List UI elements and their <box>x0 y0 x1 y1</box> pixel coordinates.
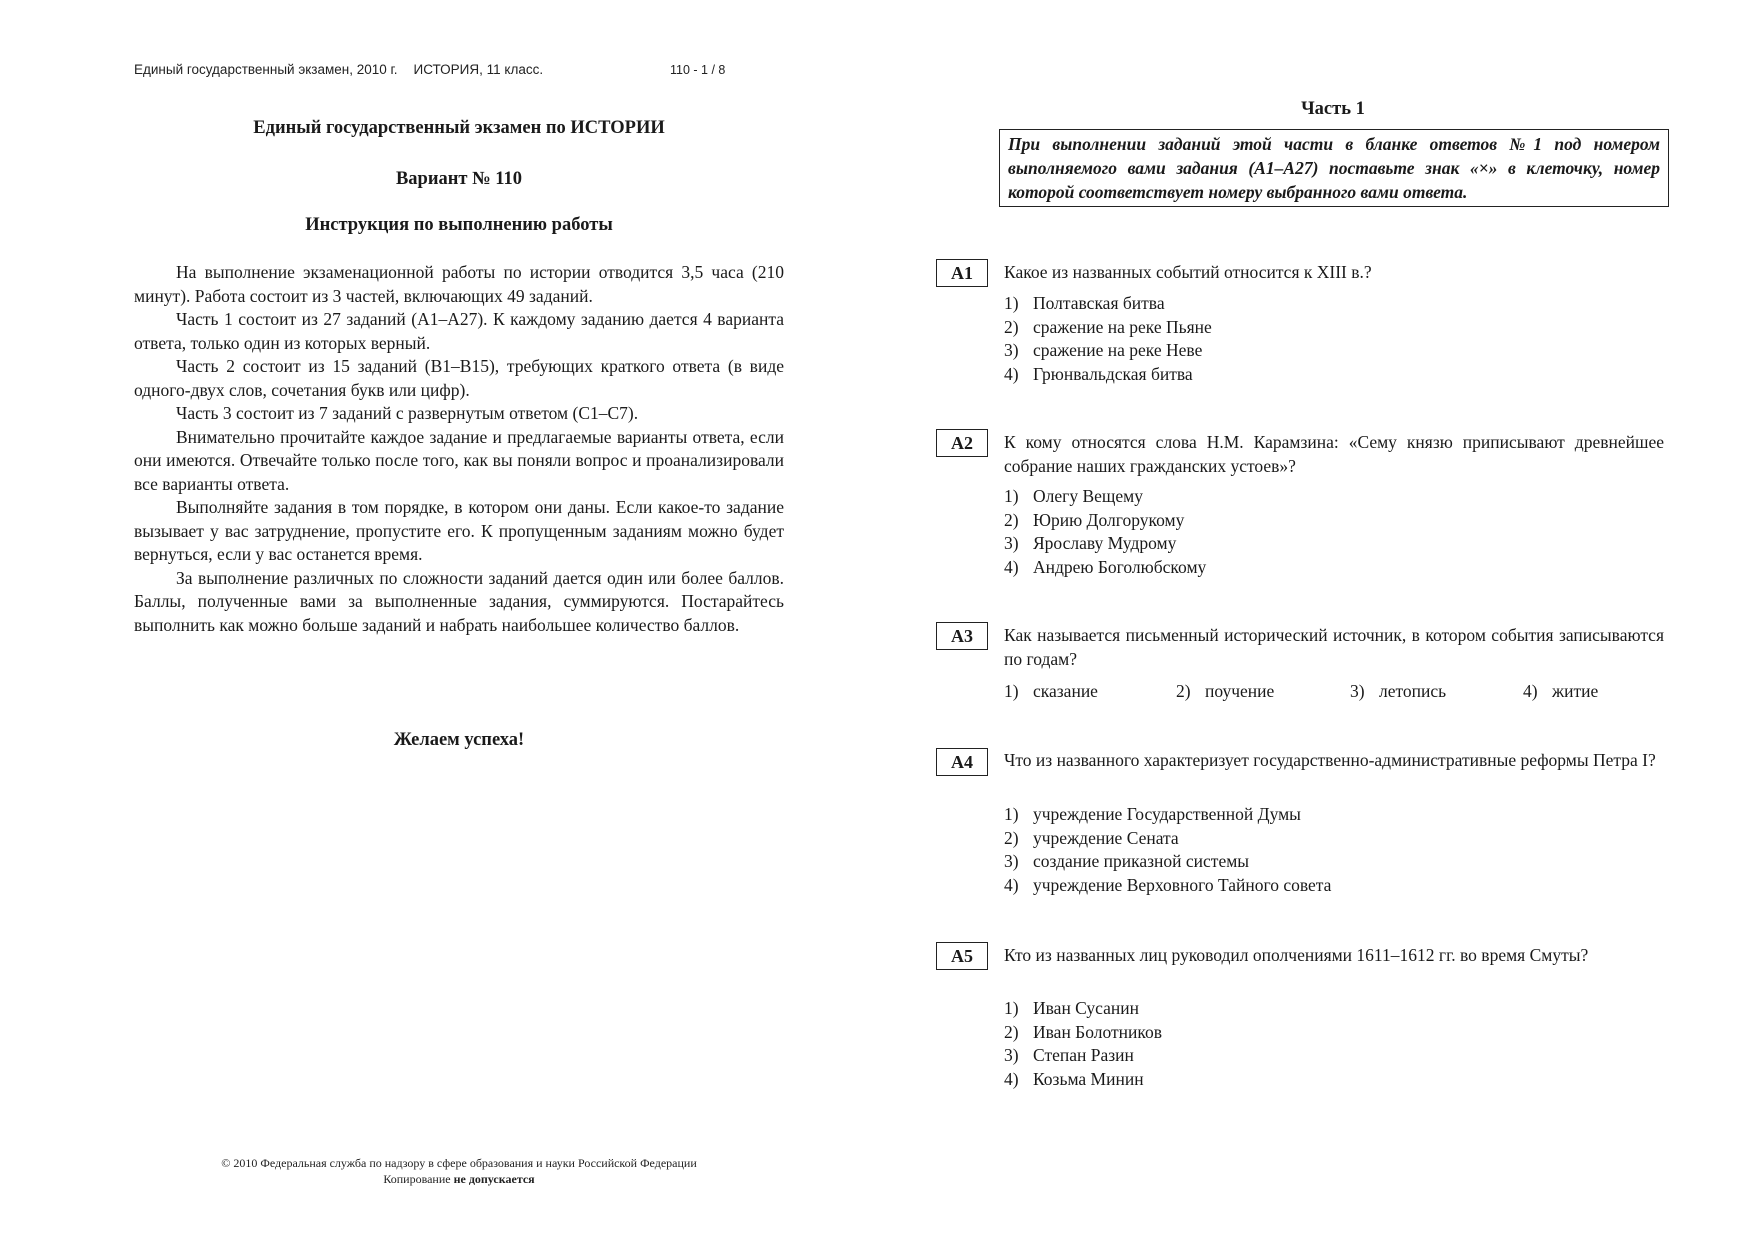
instruction-paragraph: За выполнение различных по сложности заданий дается один или более баллов. Баллы, полученные вами за выполненные задания, суммируются. Постарайтесь выполнить как можно больше заданий и набрать наибольшее количество баллов. <box>134 567 784 635</box>
task-label-a5: А5 <box>936 942 988 970</box>
task-label-a1: А1 <box>936 259 988 287</box>
instruction-title: Инструкция по выполнению работы <box>305 215 613 235</box>
copy-notice <box>134 1171 784 1187</box>
option: 3) летопись <box>1350 681 1447 701</box>
option: 4) Козьма Минин <box>1004 1068 1144 1089</box>
option: 3) Степан Разин <box>1004 1045 1134 1065</box>
task-label-a3: А3 <box>936 622 988 650</box>
option: 4) учреждение Верховного Тайного совета <box>1004 874 1332 895</box>
part-instruction-box: При выполнении заданий этой части в бланке ответов №1 под номером выполняемого вами задания (А1–А27) поставьте знак «×» в клеточку, номер которой соответствует номеру выбранного вами ответа. <box>999 129 1669 207</box>
instruction-text <box>134 261 784 637</box>
option: 3) создание приказной системы <box>1004 851 1250 871</box>
option: 1) Полтавская битва <box>1004 293 1165 313</box>
wish-text: Желаем успеха! <box>393 730 525 750</box>
option: 4) житие <box>1523 681 1599 701</box>
instruction-paragraph: Внимательно прочитайте каждое задание и предлагаемые варианты ответа, если они имеются. Отвечайте только после того, как вы поняли вопрос и проанализировали все варианты ответа. <box>134 426 784 494</box>
task-question-a1: Какое из названных событий относится к XIII в.? <box>1004 262 1372 282</box>
exam-name: Единый государственный экзамен, 2010 г. <box>134 62 398 77</box>
copyright-line: © 2010 Федеральная служба по надзору в сфере образования и науки Российской Федерации <box>221 1156 697 1170</box>
option: 4) Андрею Боголюбскому <box>1004 556 1207 577</box>
option: 1) учреждение Государственной Думы <box>1004 804 1301 824</box>
instruction-paragraph: Часть 2 состоит из 15 заданий (В1–В15), требующих краткого ответа (в виде одного-двух слов, сочетания букв или цифр). <box>134 356 784 400</box>
option: 2) учреждение Сената <box>1004 827 1179 848</box>
task-question-a2: К кому относятся слова Н.М. Карамзина: «Сему князю приписывают древнейшее собрание наших гражданских устоев»? <box>1004 432 1664 476</box>
instruction-paragraph: На выполнение экзаменационной работы по истории отводится 3,5 часа (210 минут). Работа состоит из 3 частей, включающих 49 заданий. <box>134 262 784 306</box>
task-options-a1 <box>1004 292 1212 386</box>
task-label-a4: А4 <box>936 748 988 776</box>
copy-notice-text: Копирование <box>383 1172 451 1186</box>
copyright-footer <box>134 1155 784 1187</box>
task-options-a5 <box>1004 997 1162 1091</box>
instruction-paragraph: Часть 1 состоит из 27 заданий (А1–А27). К каждому заданию дается 4 варианта ответа, только один из которых верный. <box>134 309 784 353</box>
page-header <box>134 62 726 77</box>
option: 2) Юрию Долгорукому <box>1004 509 1185 530</box>
task-options-a4 <box>1004 803 1331 897</box>
copy-notice-bold: не допускается <box>453 1172 535 1186</box>
task-question-a4: Что из названного характеризует государственно-административные реформы Петра I? <box>1004 750 1656 770</box>
option: 2) поучение <box>1176 681 1275 701</box>
option: 3) сражение на реке Неве <box>1004 340 1203 360</box>
instruction-paragraph: Часть 3 состоит из 7 заданий с развернутым ответом (С1–С7). <box>176 403 639 423</box>
option: 3) Ярославу Мудрому <box>1004 533 1177 553</box>
option: 2) сражение на реке Пьяне <box>1004 316 1212 337</box>
option: 4) Грюнвальдская битва <box>1004 363 1193 384</box>
variant-title: Вариант № 110 <box>395 169 523 189</box>
task-label-a2: А2 <box>936 429 988 457</box>
option: 1) Иван Сусанин <box>1004 998 1140 1018</box>
exam-title: Единый государственный экзамен по ИСТОРИИ <box>253 118 665 138</box>
task-options-a2 <box>1004 485 1206 579</box>
part-title: Часть 1 <box>1301 99 1365 119</box>
task-question-a3: Как называется письменный исторический источник, в котором события записываются по годам? <box>1004 625 1664 669</box>
option: 2) Иван Болотников <box>1004 1021 1163 1042</box>
subject-name: ИСТОРИЯ, 11 класс. <box>413 62 544 77</box>
option: 1) Олегу Вещему <box>1004 486 1143 506</box>
page-number: 110 - 1 / 8 <box>670 63 726 77</box>
instruction-paragraph: Выполняйте задания в том порядке, в котором они даны. Если какое-то задание вызывает у вас затруднение, пропустите его. К пропущенным заданиям можно будет вернуться, если у вас останется время. <box>134 497 784 564</box>
option: 1) сказание <box>1004 681 1098 701</box>
task-question-a5: Кто из названных лиц руководил ополчениями 1611–1612 гг. во время Смуты? <box>1004 945 1589 965</box>
